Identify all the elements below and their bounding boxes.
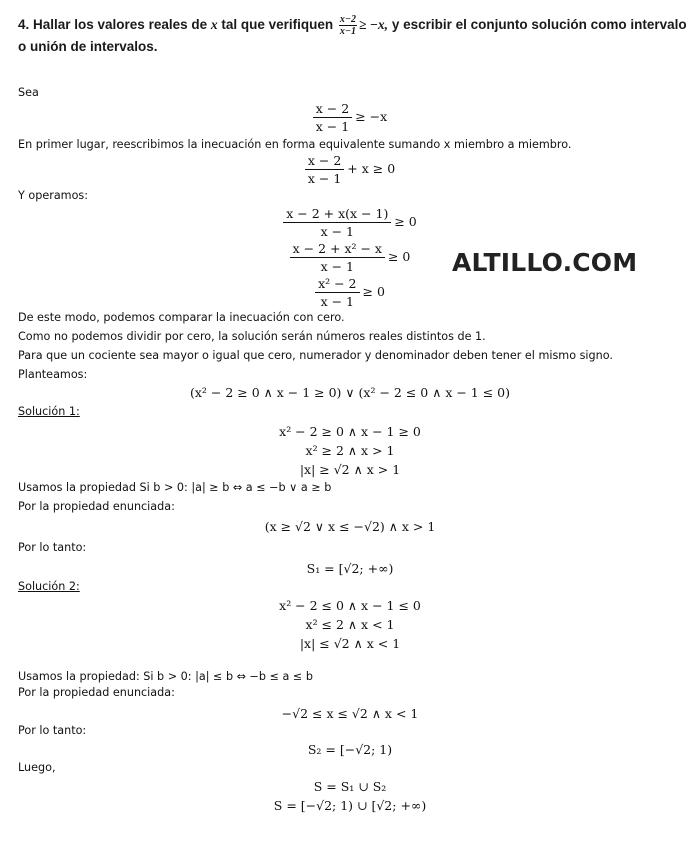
- equation-5-rhs: ≥ 0: [362, 284, 385, 299]
- equation-1-denominator: x − 1: [315, 119, 350, 134]
- equation-3-numerator: x − 2 + x(x − 1): [283, 206, 391, 223]
- title-text-start: 4. Hallar los valores reales de: [18, 17, 211, 33]
- text-por-tanto-2: Por lo tanto:: [18, 724, 87, 737]
- equation-4-rhs: ≥ 0: [387, 249, 411, 264]
- title-fraction: [339, 14, 357, 37]
- solution-2-heading: Solución 2:: [18, 580, 80, 593]
- equation-1-rhs: ≥ −x: [355, 109, 388, 124]
- equation-3: [0, 206, 700, 239]
- equation-5-numerator: x² − 2: [315, 276, 359, 293]
- title-text-end: y escribir el conjunto solución como intervalo o unión de intervalos.: [18, 17, 687, 54]
- equation-3-fraction: [283, 206, 391, 239]
- equation-planteo: (x² − 2 ≥ 0 ∧ x − 1 ≥ 0) ∨ (x² − 2 ≤ 0 ∧ x − 1 ≤ 0): [189, 385, 510, 400]
- equation-2-rhs: + x ≥ 0: [347, 161, 396, 176]
- title-fraction-numerator: x−2: [339, 14, 356, 25]
- solution-1-heading: Solución 1:: [18, 405, 80, 418]
- equation-2: [0, 153, 700, 186]
- solution-1-step-a: x² − 2 ≥ 0 ∧ x − 1 ≥ 0: [279, 424, 421, 439]
- equation-2-fraction: [305, 153, 344, 186]
- solution-1-step-b: x² ≥ 2 ∧ x > 1: [305, 443, 395, 458]
- equation-1-fraction: [313, 101, 352, 134]
- equation-4-fraction: [290, 241, 385, 274]
- text-dividir: Como no podemos dividir por cero, la solución serán números reales distintos de 1.: [18, 330, 486, 343]
- title-variable: x: [210, 17, 218, 33]
- text-propiedad-1: Usamos la propiedad Si b > 0: |a| ≥ b ⇔ a ≤ −b ∨ a ≥ b: [18, 481, 332, 494]
- title-inequality: ≥ −x,: [358, 17, 389, 33]
- solution-2-step-d: −√2 ≤ x ≤ √2 ∧ x < 1: [281, 706, 419, 721]
- text-propiedad-2: Usamos la propiedad: Si b > 0: |a| ≤ b ⇔ −b ≤ a ≤ b: [18, 670, 313, 683]
- title-fraction-denominator: x−1: [339, 26, 356, 37]
- equation-3-rhs: ≥ 0: [394, 214, 417, 229]
- solution-1-step-d: (x ≥ √2 ∨ x ≤ −√2) ∧ x > 1: [264, 519, 436, 534]
- problem-statement: [18, 14, 688, 57]
- text-luego: Luego,: [18, 761, 56, 774]
- text-reescribimos: En primer lugar, reescribimos la inecuación en forma equivalente sumando x miembro a miembro.: [18, 138, 572, 151]
- title-text-middle: tal que verifiquen: [217, 17, 337, 33]
- altillo-watermark: ALTILLO.COM: [452, 248, 638, 277]
- solution-union: S = S₁ ∪ S₂: [313, 779, 387, 794]
- equation-3-denominator: x − 1: [320, 224, 354, 239]
- text-comparar: De este modo, podemos comparar la inecuación con cero.: [18, 311, 345, 324]
- text-por-propiedad-2: Por la propiedad enunciada:: [18, 686, 175, 699]
- equation-1-numerator: x − 2: [313, 101, 352, 118]
- equation-2-numerator: x − 2: [305, 153, 344, 170]
- solution-1-step-c: |x| ≥ √2 ∧ x > 1: [299, 462, 401, 477]
- text-operamos: Y operamos:: [18, 189, 89, 202]
- equation-5-fraction: [315, 276, 359, 309]
- solution-2-step-a: x² − 2 ≤ 0 ∧ x − 1 ≤ 0: [279, 598, 421, 613]
- text-por-tanto-1: Por lo tanto:: [18, 541, 87, 554]
- text-planteamos: Planteamos:: [18, 368, 88, 381]
- solution-2-step-c: |x| ≤ √2 ∧ x < 1: [299, 636, 401, 651]
- equation-4-denominator: x − 1: [320, 259, 355, 274]
- solution-set-1: S₁ = [√2; +∞): [306, 561, 394, 576]
- text-por-propiedad-1: Por la propiedad enunciada:: [18, 500, 175, 513]
- equation-4-numerator: x − 2 + x² − x: [290, 241, 385, 258]
- text-signo: Para que un cociente sea mayor o igual que cero, numerador y denominador deben tener el mismo signo.: [18, 349, 613, 362]
- equation-5-denominator: x − 1: [320, 294, 355, 309]
- solution-final: S = [−√2; 1) ∪ [√2; +∞): [273, 798, 427, 813]
- text-sea: Sea: [18, 86, 39, 99]
- equation-5: [0, 276, 700, 309]
- equation-1: [0, 101, 700, 134]
- solution-2-step-b: x² ≤ 2 ∧ x < 1: [305, 617, 395, 632]
- equation-2-denominator: x − 1: [307, 171, 342, 186]
- solution-set-2: S₂ = [−√2; 1): [307, 742, 393, 757]
